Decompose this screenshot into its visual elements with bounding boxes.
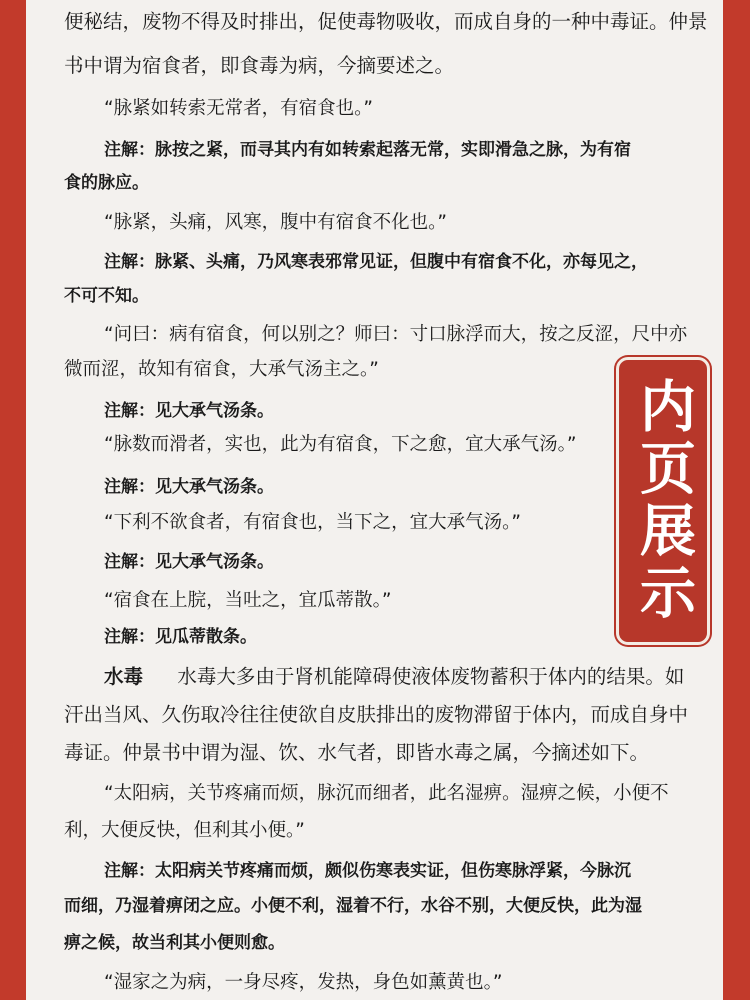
section-term: 水毒 [104,665,144,688]
section-text: 水毒大多由于肾机能障碍使液体废物蓄积于体内的结果。如 [177,665,685,688]
quote-line: “脉紧如转索无常者，有宿食也。” [104,98,373,119]
annotation-line: 食的脉应。 [64,173,149,193]
annotation-line: 不可不知。 [64,286,149,306]
quote-line: “脉紧，头痛，风寒，腹中有宿食不化也。” [104,212,447,233]
quote-line: 利，大便反快，但利其小便。” [64,820,305,841]
text-line: 毒证。仲景书中谓为湿、饮、水气者，即皆水毒之属，今摘述如下。 [64,741,650,764]
annotation-line: 注解：见大承气汤条。 [104,552,274,572]
quote-line: “下利不欲食者，有宿食也，当下之，宜大承气汤。” [104,512,521,533]
quote-line: “湿家之为病，一身尽疼，发热，身色如薰黄也。” [104,972,503,993]
text-line: 便秘结，废物不得及时排出，促使毒物吸收，而成自身的一种中毒证。仲景 [64,10,708,33]
quote-line: 微而涩，故知有宿食，大承气汤主之。” [64,359,379,380]
annotation-line: 注解：脉紧、头痛，乃风寒表邪常见证，但腹中有宿食不化，亦每见之， [104,252,648,272]
quote-line: “问曰：病有宿食，何以别之？师曰：寸口脉浮而大，按之反涩，尺中亦 [104,324,688,345]
annotation-line: 注解：见大承气汤条。 [104,477,274,497]
quote-line: “太阳病，关节疼痛而烦，脉沉而细者，此名湿痹。湿痹之候，小便不 [104,783,669,804]
annotation-line: 痹之候，故当利其小便则愈。 [64,933,285,953]
quote-line: “宿食在上脘，当吐之，宜瓜蒂散。” [104,590,392,611]
annotation-line: 而细，乃湿着痹闭之应。小便不利，湿着不行，水谷不别，大便反快，此为湿 [64,896,642,916]
annotation-line: 注解：见大承气汤条。 [104,401,274,421]
text-line: 汗出当风、久伤取冷往往使欲自皮肤排出的废物滞留于体内，而成自身中 [64,703,689,726]
section-line [104,664,684,690]
quote-line: “脉数而滑者，实也，此为有宿食，下之愈，宜大承气汤。” [104,434,577,455]
annotation-line: 注解：见瓜蒂散条。 [104,627,257,647]
annotation-line: 注解：脉按之紧，而寻其内有如转索起落无常，实即滑急之脉，为有宿 [104,140,631,160]
text-line: 书中谓为宿食者，即食毒为病，今摘要述之。 [64,54,455,77]
annotation-line: 注解：太阳病关节疼痛而烦，颇似伤寒表实证，但伤寒脉浮紧，今脉沉 [104,861,631,881]
badge-text: 内页展示 [631,377,696,625]
inner-page-badge [616,357,710,645]
